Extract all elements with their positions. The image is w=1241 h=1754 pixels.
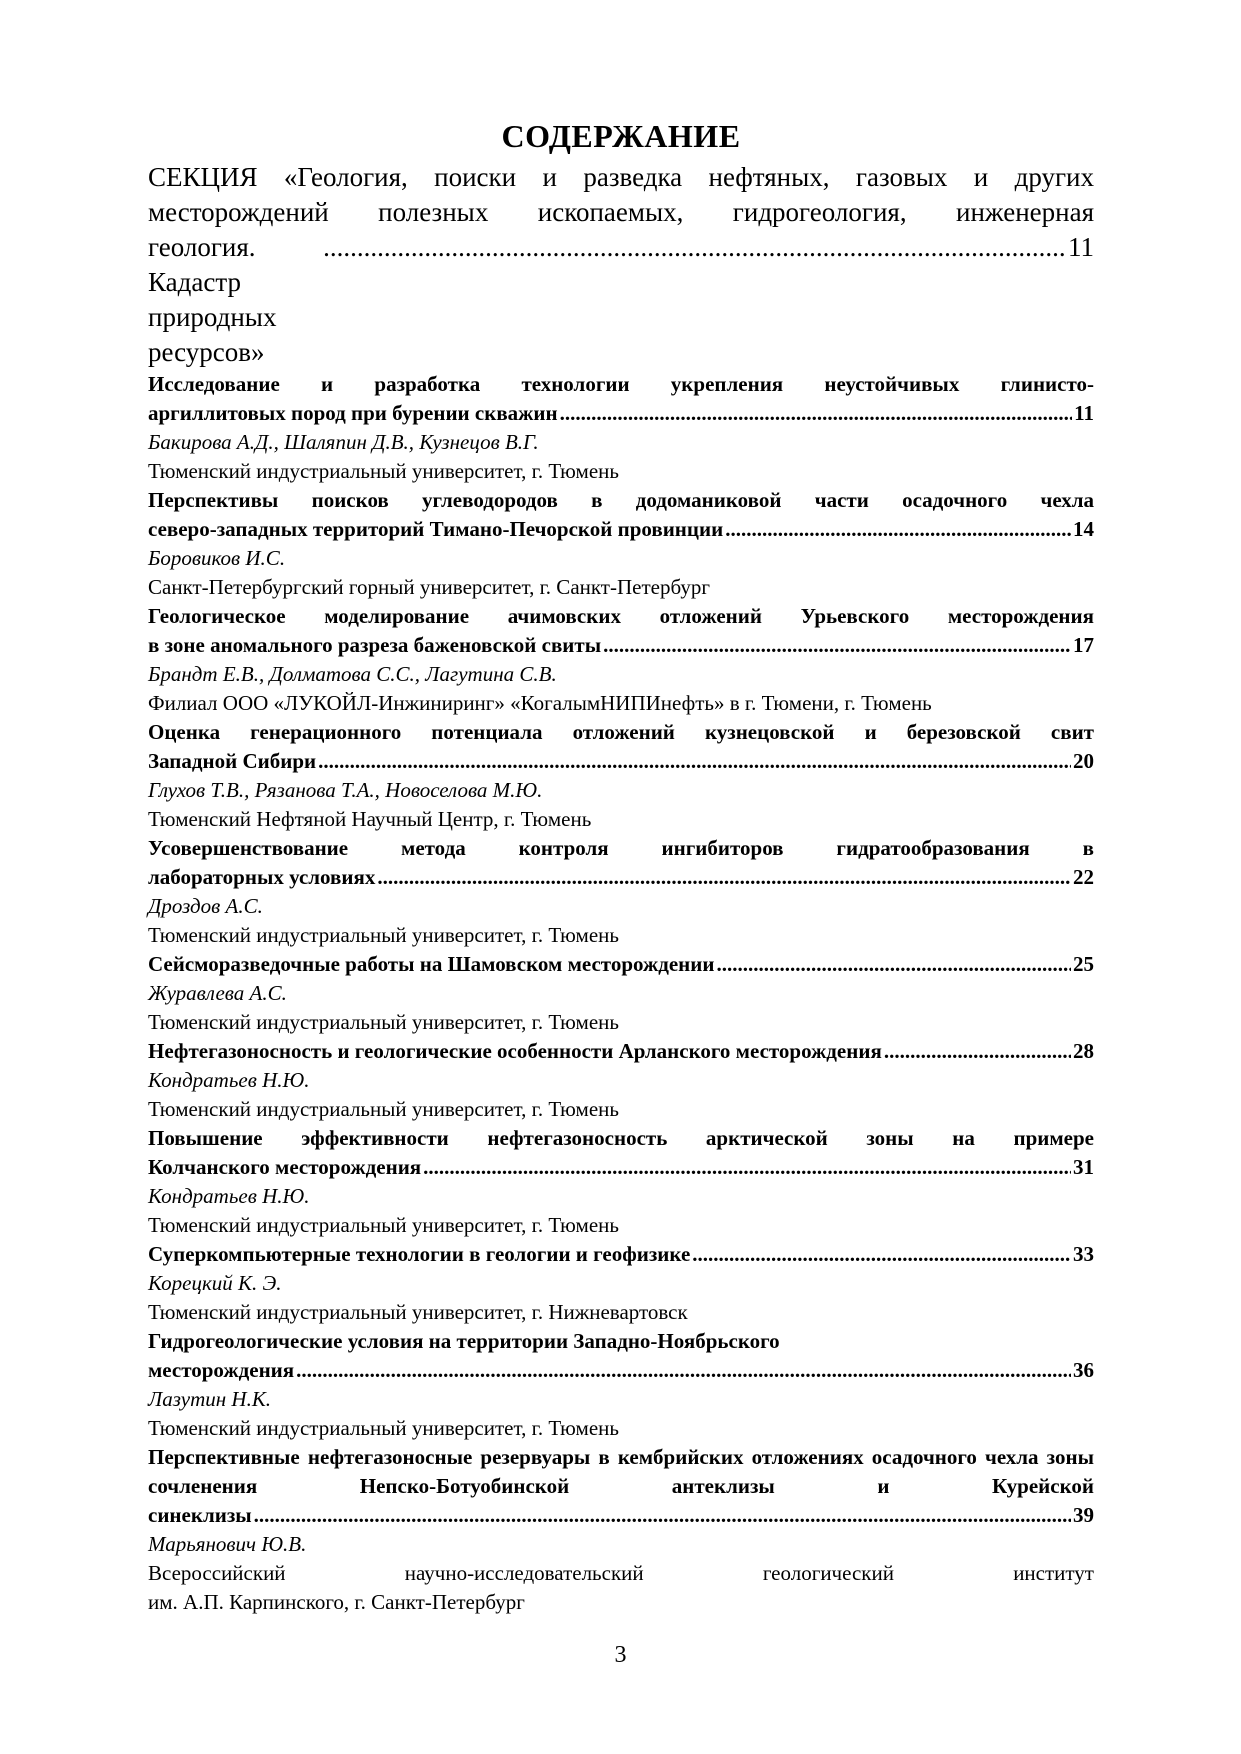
entry-title-tail: Суперкомпьютерные технологии в геологии и геофизике (148, 1242, 691, 1266)
entry-title-last-line (148, 747, 1094, 776)
entry-institution: Тюменский индустриальный университет, г. Тюмень (148, 1097, 619, 1121)
toc-entry (148, 602, 1094, 718)
section-page-number: 11 (1068, 232, 1094, 262)
leader-dots (725, 515, 1071, 544)
entry-page-number: 17 (1073, 633, 1094, 657)
page-number: 3 (614, 1642, 627, 1668)
entry-institution: Тюменский индустриальный университет, г. Тюмень (148, 923, 619, 947)
entry-authors: Кондратьев Н.Ю. (148, 1068, 310, 1092)
entry-page-number: 22 (1073, 865, 1094, 889)
entry-institution: Тюменский индустриальный университет, г. Нижневартовск (148, 1300, 688, 1324)
entry-institution: Тюменский Нефтяной Научный Центр, г. Тюмень (148, 807, 592, 831)
leader-dots (254, 1501, 1071, 1530)
entry-title-last-line (148, 1356, 1094, 1385)
entry-authors: Кондратьев Н.Ю. (148, 1184, 310, 1208)
entry-title-last-line (148, 1037, 1094, 1066)
entry-institution: Санкт-Петербургский горный университет, г. Санкт-Петербург (148, 575, 710, 599)
section-heading (148, 160, 1094, 370)
entry-title-tail: месторождения (148, 1358, 295, 1382)
entry-title-head: Повышение эффективности нефтегазоносность арктической зоны на примере (148, 1126, 1094, 1150)
entry-title-head: Геологическое моделирование ачимовских отложений Урьевского месторождения (148, 604, 1094, 628)
leader-dots (323, 230, 1066, 265)
table-of-contents (148, 116, 1094, 1617)
entry-authors: Брандт Е.В., Долматова С.С., Лагутина С.В. (148, 662, 557, 686)
entry-authors: Дроздов А.С. (148, 894, 263, 918)
entry-page-number: 36 (1073, 1358, 1094, 1382)
entry-title-last-line (148, 399, 1094, 428)
entry-title-last-line (148, 515, 1094, 544)
toc-entry (148, 1240, 1094, 1327)
entry-institution: Тюменский индустриальный университет, г. Тюмень (148, 459, 619, 483)
leader-dots (716, 950, 1071, 979)
entry-authors: Марьянович Ю.В. (148, 1532, 307, 1556)
entry-institution: Тюменский индустриальный университет, г. Тюмень (148, 1416, 619, 1440)
entry-title-last-line (148, 631, 1094, 660)
toc-entry (148, 486, 1094, 602)
entry-title-tail: в зоне аномального разреза баженовской свиты (148, 633, 602, 657)
entry-authors: Глухов Т.В., Рязанова Т.А., Новоселова М.Ю. (148, 778, 543, 802)
entry-title-last-line (148, 1153, 1094, 1182)
entry-title-head: Перспективы поисков углеводородов в додоманиковой части осадочного чехла (148, 488, 1094, 512)
entry-title-head: Перспективные нефтегазоносные резервуары в кембрийских отложениях осадочного чехла зоны сочленения Непско-Ботуобинской антеклизы и Курейской (148, 1445, 1094, 1498)
entry-institution: Тюменский индустриальный университет, г. Тюмень (148, 1213, 619, 1237)
leader-dots (692, 1240, 1071, 1269)
toc-entry (148, 834, 1094, 950)
entry-title-tail: Западной Сибири (148, 749, 317, 773)
leader-dots (884, 1037, 1071, 1066)
entry-page-number: 14 (1073, 517, 1094, 541)
entry-institution: Филиал ООО «ЛУКОЙЛ-Инжиниринг» «КогалымНИПИнефть» в г. Тюмени, г. Тюмень (148, 691, 932, 715)
leader-dots (296, 1356, 1071, 1385)
entry-title-last-line (148, 1501, 1094, 1530)
entry-title-tail: синеклизы (148, 1503, 252, 1527)
entry-page-number: 39 (1073, 1503, 1094, 1527)
entry-page-number: 25 (1073, 952, 1094, 976)
leader-dots (423, 1153, 1071, 1182)
entry-page-number: 20 (1073, 749, 1094, 773)
toc-entry (148, 950, 1094, 1037)
entry-title-head: Оценка генерационного потенциала отложений кузнецовской и березовской свит (148, 720, 1094, 744)
entry-title-head: Усовершенствование метода контроля ингибиторов гидратообразования в (148, 836, 1094, 860)
leader-dots (318, 747, 1071, 776)
entry-institution: Всероссийский научно-исследовательский геологический институт (148, 1561, 1094, 1585)
section-heading-last-line (148, 230, 1094, 370)
entry-authors: Корецкий К. Э. (148, 1271, 282, 1295)
entry-title-head: Гидрогеологические условия на территории Западно-Ноябрьского (148, 1329, 780, 1353)
toc-entry (148, 1037, 1094, 1124)
section-heading-text: СЕКЦИЯ «Геология, поиски и разведка нефтяных, газовых и других месторождений полезных ископаемых, гидрогеология, инженерная (148, 162, 1094, 227)
entry-title-tail: Колчанского месторождения (148, 1155, 422, 1179)
toc-entry (148, 1124, 1094, 1240)
toc-entry (148, 370, 1094, 486)
entry-page-number: 11 (1074, 401, 1094, 425)
entry-page-number: 33 (1073, 1242, 1094, 1266)
leader-dots (560, 399, 1073, 428)
entry-title-last-line (148, 863, 1094, 892)
entry-title-tail: аргиллитовых пород при бурении скважин (148, 401, 558, 425)
section-heading-tail: геология. Кадастр природных ресурсов» (148, 232, 277, 367)
entry-title-tail: Нефтегазоносность и геологические особенности Арланского месторождения (148, 1039, 882, 1063)
entry-authors: Бакирова А.Д., Шаляпин Д.В., Кузнецов В.Г. (148, 430, 539, 454)
entry-page-number: 31 (1073, 1155, 1094, 1179)
entry-title-tail: Сейсморазведочные работы на Шамовском месторождении (148, 952, 715, 976)
entry-title-head: Исследование и разработка технологии укрепления неустойчивых глинисто- (148, 372, 1094, 396)
leader-dots (603, 631, 1071, 660)
leader-dots (377, 863, 1071, 892)
entry-title-tail: северо-западных территорий Тимано-Печорской провинции (148, 517, 724, 541)
entry-title-last-line (148, 1240, 1094, 1269)
page-title: СОДЕРЖАНИЕ (501, 118, 741, 154)
entry-title-last-line (148, 950, 1094, 979)
toc-entry (148, 718, 1094, 834)
toc-entry (148, 1327, 1094, 1443)
entry-authors: Журавлева А.С. (148, 981, 287, 1005)
entry-institution: Тюменский индустриальный университет, г. Тюмень (148, 1010, 619, 1034)
toc-entry (148, 1443, 1094, 1617)
entry-title-tail: лабораторных условиях (148, 865, 376, 889)
entry-institution-continued: им. А.П. Карпинского, г. Санкт-Петербург (148, 1590, 525, 1614)
entry-authors: Боровиков И.С. (148, 546, 286, 570)
entry-authors: Лазутин Н.К. (148, 1387, 272, 1411)
entry-page-number: 28 (1073, 1039, 1094, 1063)
